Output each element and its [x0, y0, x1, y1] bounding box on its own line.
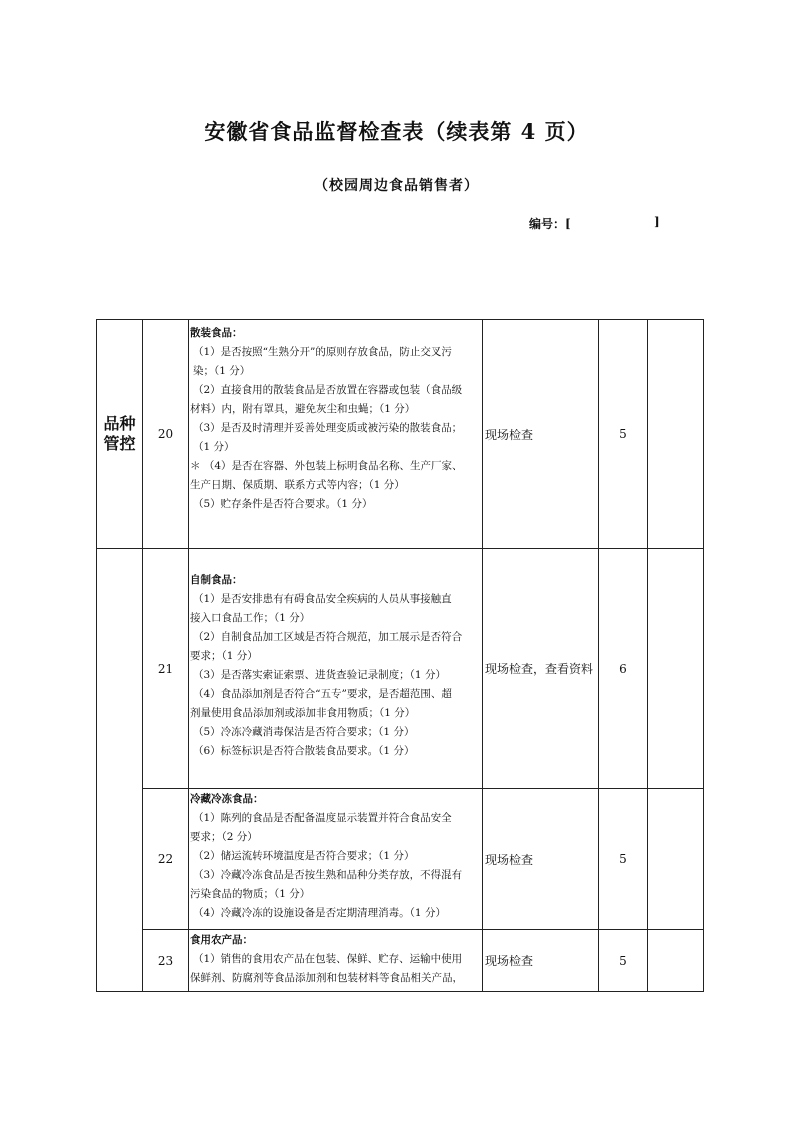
item-heading: 散装食品：	[190, 327, 243, 339]
item-content	[189, 930, 483, 992]
item-line: （2）直接食用的散装食品是否放置在容器或包装（食品级	[193, 384, 463, 396]
item-line: 要求；（1 分）	[190, 650, 258, 662]
inspection-method: 现场检查	[483, 789, 599, 930]
item-line: ＊ （4）是否在容器、外包装上标明食品名称、生产厂家、	[190, 460, 463, 472]
item-score: 6	[599, 549, 648, 789]
page-subtitle: （校园周边食品销售者）	[314, 178, 479, 194]
item-content	[189, 320, 483, 549]
result-cell	[648, 549, 704, 789]
inspection-method: 现场检查	[483, 930, 599, 992]
inspection-table	[96, 319, 704, 992]
item-line: （1）销售的食用农产品在包装、保鲜、贮存、运输中使用	[193, 953, 463, 965]
item-line: （2）自制食品加工区域是否符合规范，加工展示是否符合	[193, 631, 463, 643]
item-line: （1）是否安排患有有碍食品安全疾病的人员从事接触直	[193, 593, 452, 605]
category-cell	[97, 320, 143, 549]
item-line: （1）是否按照“生熟分开”的原则存放食品，防止交叉污	[193, 346, 452, 358]
category-cell-empty	[97, 549, 143, 992]
item-content	[189, 549, 483, 789]
code-bracket-close: ]	[654, 215, 660, 229]
result-cell	[648, 789, 704, 930]
inspection-method: 现场检查	[483, 320, 599, 549]
item-number: 22	[143, 789, 189, 930]
item-line: （3）是否及时清理并妥善处理变质或被污染的散装食品；	[193, 422, 463, 434]
result-cell	[648, 930, 704, 992]
item-score: 5	[599, 789, 648, 930]
item-line: （4）冷藏冷冻的设施设备是否定期清理消毒。（1 分）	[193, 907, 446, 919]
item-line: （1 分）	[193, 441, 235, 453]
category-label: 品种 管控	[103, 414, 136, 453]
table-row	[97, 320, 704, 549]
item-line: 保鲜剂、防腐剂等食品添加剂和包装材料等食品相关产品，	[190, 972, 463, 984]
item-line: （6）标签标识是否符合散装食品要求。（1 分）	[193, 745, 415, 757]
item-line: 染；（1 分）	[193, 365, 251, 377]
item-line: （1）陈列的食品是否配备温度显示装置并符合食品安全	[193, 812, 452, 824]
item-heading: 冷藏冷冻食品：	[190, 793, 264, 805]
item-line: 生产日期、保质期、联系方式等内容；（1 分）	[190, 479, 405, 491]
page-title: 安徽省食品监督检查表（续表第 4 页）	[204, 119, 589, 144]
inspection-method: 现场检查，查看资料	[483, 549, 599, 789]
item-line: 材料）内，附有罩具，避免灰尘和虫蝇；（1 分）	[190, 403, 416, 415]
item-score: 5	[599, 930, 648, 992]
table-row	[97, 549, 704, 789]
item-number: 20	[143, 320, 189, 549]
item-score: 5	[599, 320, 648, 549]
item-line: （3）是否落实索证索票、进货查验记录制度；（1 分）	[193, 669, 446, 681]
code-label: 编号：[	[529, 217, 571, 231]
item-heading: 自制食品：	[190, 574, 243, 586]
item-line: （5）贮存条件是否符合要求。（1 分）	[193, 498, 373, 510]
table-row	[97, 789, 704, 930]
item-line: （5）冷冻冷藏消毒保洁是否符合要求；（1 分）	[193, 726, 415, 738]
table-row	[97, 930, 704, 992]
item-number: 23	[143, 930, 189, 992]
item-line: 接入口食品工作；（1 分）	[190, 612, 311, 624]
item-line: （4）食品添加剂是否符合“五专”要求，是否超范围、超	[193, 688, 452, 700]
item-line: 剂量使用食品添加剂或添加非食用物质；（1 分）	[190, 707, 416, 719]
item-line: （3）冷藏冷冻食品是否按生熟和品种分类存放，不得混有	[193, 869, 463, 881]
item-line: 污染食品的物质；（1 分）	[190, 888, 311, 900]
item-line: 要求；（2 分）	[190, 831, 258, 843]
result-cell	[648, 320, 704, 549]
item-heading: 食用农产品：	[190, 934, 253, 946]
item-line: （2）储运流转环境温度是否符合要求；（1 分）	[193, 850, 415, 862]
item-content	[189, 789, 483, 930]
item-number: 21	[143, 549, 189, 789]
